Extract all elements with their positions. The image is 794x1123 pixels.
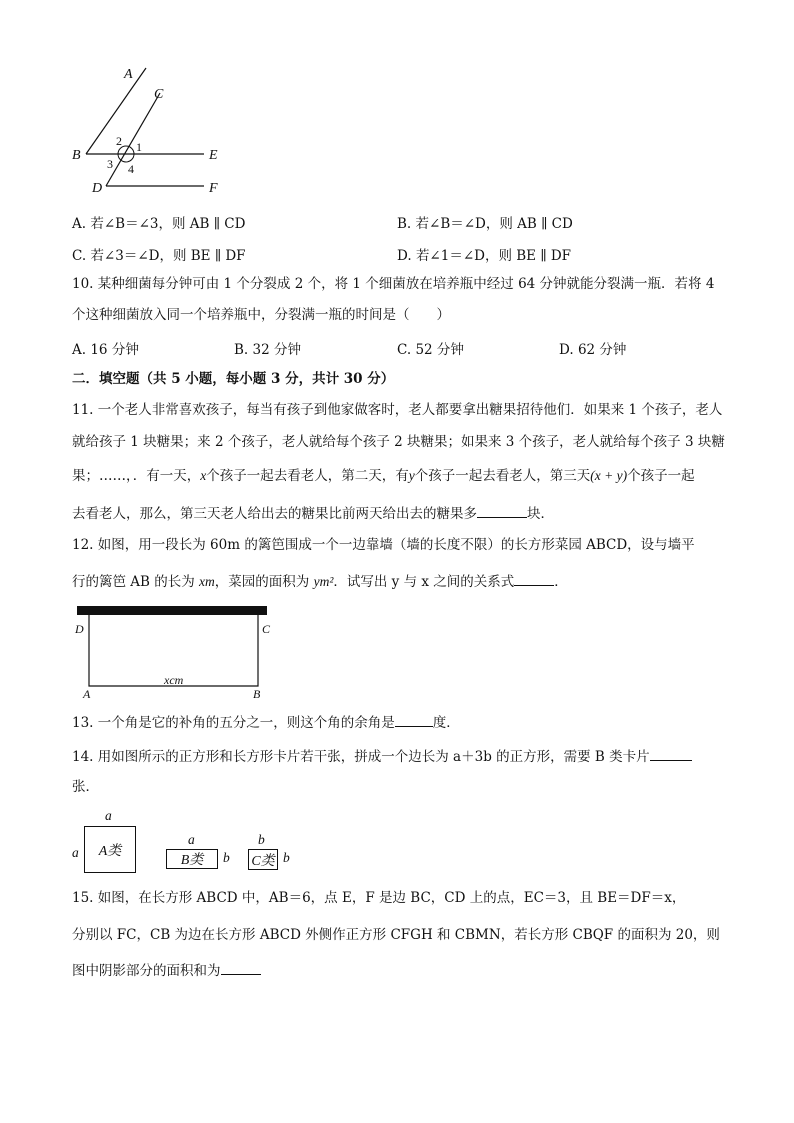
q14-line-2: 张．	[72, 779, 99, 795]
label-C: C	[154, 87, 164, 102]
card-c-right-label: b	[283, 850, 290, 865]
q10-option-d: D. 62 分钟	[559, 342, 627, 358]
q15-line-2: 分别以 FC，CB 为边在长方形 ABCD 外侧作正方形 CFGH 和 CBMN，若长方形 CBQF 的面积为 20，则	[72, 927, 720, 943]
answer-blank[interactable]	[395, 712, 433, 727]
answer-blank[interactable]	[221, 960, 261, 975]
label-A: A	[83, 687, 91, 701]
garden-figure	[72, 604, 277, 702]
q15-line-3: 图中阴影部分的面积和为	[72, 960, 722, 981]
label-F: F	[209, 181, 218, 196]
q11-line-2: 就给孩子 1 块糖果；来 2 个孩子，老人就给每个孩子 2 块糖果；如果来 3 个孩子，老人就给每个孩子 3 块糖	[72, 434, 725, 450]
card-b-right-label: b	[223, 850, 230, 865]
answer-blank[interactable]	[514, 571, 554, 586]
q11-line-1: 11. 一个老人非常喜欢孩子，每当有孩子到他家做客时，老人都要拿出糖果招待他们．如果来 1 个孩子，老人	[72, 402, 723, 418]
angle-4: 4	[128, 162, 134, 176]
q10-option-b: B. 32 分钟	[234, 342, 301, 358]
label-B: B	[253, 687, 261, 701]
card-b-top-label: a	[188, 832, 195, 847]
angle-3: 3	[107, 157, 113, 171]
card-b: B类	[166, 849, 218, 869]
q10-option-c: C. 52 分钟	[397, 342, 464, 358]
answer-blank[interactable]	[477, 503, 527, 518]
q9-option-c: C. 若∠3＝∠D，则 BE ∥ DF	[72, 248, 246, 264]
answer-blank[interactable]	[650, 746, 692, 761]
q10-line-2: 个这种细菌放入同一个培养瓶中，分裂满一瓶的时间是（ ）	[72, 307, 450, 323]
card-a: A类	[84, 826, 136, 873]
angle-1: 1	[136, 140, 142, 154]
q11-line-3: 果；……，．有一天，x个孩子一起去看老人，第二天，有y个孩子一起去看老人，第三天(x + y)个孩子一起	[72, 468, 695, 484]
q9-option-a: A. 若∠B＝∠3，则 AB ∥ CD	[72, 216, 246, 232]
q9-option-d: D. 若∠1＝∠D，则 BE ∥ DF	[397, 248, 572, 264]
label-E: E	[209, 148, 218, 163]
card-a-left-label: a	[72, 845, 79, 860]
q15-line-1: 15. 如图，在长方形 ABCD 中，AB＝6，点 E，F 是边 BC，CD 上的点，EC＝3，且 BE＝DF＝x，	[72, 890, 686, 906]
q11-line-4: 去看老人，那么，第三天老人给出去的糖果比前两天给出去的糖果多 块．	[72, 503, 722, 524]
label-C: C	[262, 622, 271, 636]
q14-line-1: 14. 用如图所示的正方形和长方形卡片若干张，拼成一个边长为 a＋3b 的正方形，需要 B 类卡片	[72, 746, 722, 767]
section-2-heading: 二．填空题（共 5 小题，每小题 3 分，共计 30 分）	[72, 371, 395, 387]
q12-line-2: 行的篱笆 AB 的长为 xm，菜园的面积为 ym²．试写出 y 与 x 之间的关系式 ．	[72, 571, 722, 592]
card-c-top-label: b	[258, 832, 265, 847]
q10-option-a: A. 16 分钟	[72, 342, 139, 358]
angle-figure	[66, 62, 236, 198]
q12-line-1: 12. 如图，用一段长为 60m 的篱笆围成一个一边靠墙（墙的长度不限）的长方形菜园 ABCD，设与墙平	[72, 537, 695, 553]
label-D: D	[92, 181, 103, 196]
angle-2: 2	[116, 134, 122, 148]
card-a-top-label: a	[105, 808, 112, 823]
label-D: D	[75, 622, 84, 636]
q10-line-1: 10. 某种细菌每分钟可由 1 个分裂成 2 个，将 1 个细菌放在培养瓶中经过 64 分钟就能分裂满一瓶．若将 4	[72, 276, 715, 292]
q13-line: 13. 一个角是它的补角的五分之一，则这个角的余角是 度．	[72, 712, 722, 733]
label-xcm: xcm	[164, 673, 184, 687]
label-B: B	[72, 148, 81, 163]
label-A: A	[124, 67, 133, 82]
card-c: C类	[248, 849, 278, 870]
q9-option-b: B. 若∠B＝∠D，则 AB ∥ CD	[397, 216, 573, 232]
